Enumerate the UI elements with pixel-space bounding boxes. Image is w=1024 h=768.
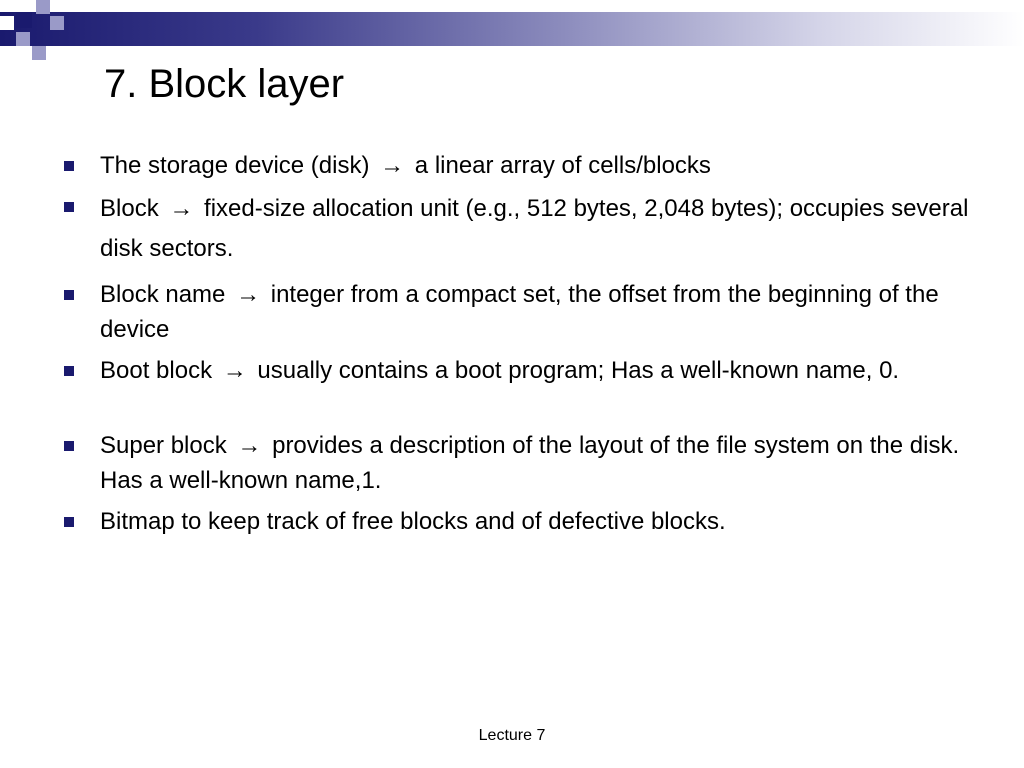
bullet-text: a linear array of cells/blocks [414, 152, 711, 179]
bullet-term: Super block [100, 432, 227, 459]
arrow-right-icon: → [169, 195, 194, 222]
bullet-term: Block [100, 195, 159, 222]
slide-footer: Lecture 7 [478, 727, 546, 744]
bullet-square-icon [64, 441, 74, 451]
arrow-right-icon: → [236, 281, 261, 308]
bullet-text: integer from a compact set, the offset from the beginning of the device [100, 281, 939, 343]
bullet-term: Boot block [100, 357, 213, 384]
bullet-text: Bitmap to keep track of free blocks and of defective blocks. [100, 508, 726, 535]
bullet-square-icon [64, 366, 74, 376]
bullet-text: usually contains a boot program; Has a well-known name, 0. [257, 357, 900, 384]
bullet-item [100, 148, 980, 183]
bullet-square-icon [64, 161, 74, 171]
slide-title: 7. Block layer [104, 62, 345, 106]
arrow-right-icon: → [222, 357, 247, 384]
bullet-square-icon [64, 517, 74, 527]
bullet-text: fixed-size allocation unit (e.g., 512 bytes, 2,048 bytes); occupies several disk sectors. [100, 195, 969, 262]
arrow-right-icon: → [237, 432, 262, 459]
bullet-item [100, 504, 980, 539]
bullet-term: Block name [100, 281, 226, 308]
arrow-right-icon: → [380, 152, 405, 179]
bullet-square-icon [64, 290, 74, 300]
bullet-item [100, 277, 980, 347]
bullet-item [100, 189, 980, 269]
bullet-square-icon [64, 202, 74, 212]
bullet-text: provides a description of the layout of the file system on the disk. Has a well-known name,1. [100, 432, 960, 494]
bullet-item [100, 353, 980, 388]
bullet-item [100, 428, 1000, 498]
bullet-term: The storage device (disk) [100, 152, 370, 179]
